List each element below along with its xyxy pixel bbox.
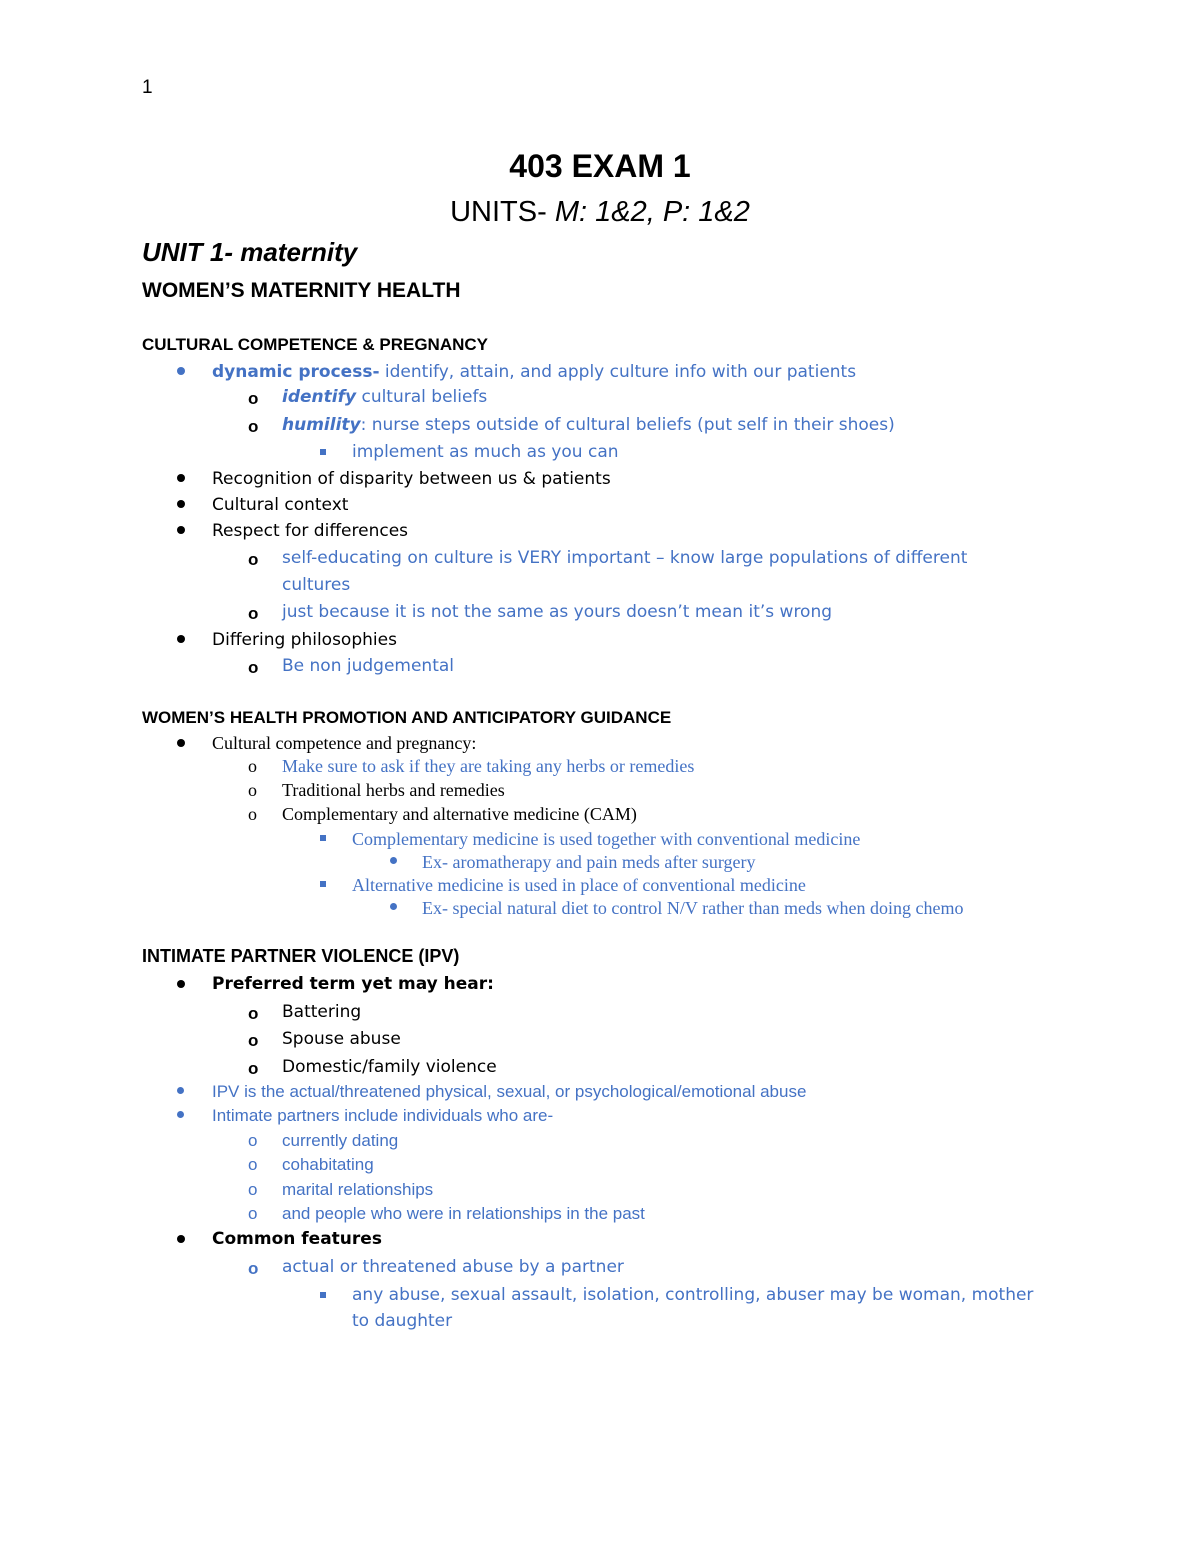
list-item-past: and people who were in relationships in the past <box>282 1204 645 1223</box>
square-bullet-icon <box>320 835 326 841</box>
list-item-cohabitating: cohabitating <box>282 1155 374 1174</box>
list-item-alternative-example: Ex- special natural diet to control N/V rather than meds when doing chemo <box>422 898 964 918</box>
list-item-humility <box>282 417 895 434</box>
identify-text: cultural beliefs <box>356 387 488 407</box>
bullet-icon <box>390 903 397 910</box>
list-item-respect: Respect for differences <box>212 521 409 541</box>
list-item-definition: IPV is the actual/threatened physical, sexual, or psychological/emotional abuse <box>212 1082 807 1101</box>
circle-bullet-icon: o <box>248 389 259 408</box>
list-item-non-judgemental: Be non judgemental <box>282 656 455 676</box>
bullet-icon <box>177 635 185 643</box>
list-item-traditional: Traditional herbs and remedies <box>282 780 505 800</box>
bullet-icon <box>177 526 185 534</box>
list-item-context: Cultural context <box>212 495 349 515</box>
square-bullet-icon <box>320 449 326 455</box>
bullet-icon <box>177 739 185 747</box>
circle-bullet-icon: o <box>248 550 259 569</box>
cultural-heading: CULTURAL COMPETENCE & PREGNANCY <box>142 335 488 354</box>
list-item-ask-herbs: Make sure to ask if they are taking any herbs or remedies <box>282 756 695 776</box>
list-item-dating: currently dating <box>282 1131 399 1150</box>
list-item-partners: Intimate partners include individuals who are- <box>212 1106 554 1125</box>
circle-bullet-icon: o <box>248 1155 258 1174</box>
humility-text: : nurse steps outside of cultural beliefs (put self in their shoes) <box>360 415 895 435</box>
circle-bullet-icon: o <box>248 1031 259 1050</box>
list-item-marital: marital relationships <box>282 1180 434 1199</box>
list-item-domestic: Domestic/family violence <box>282 1057 497 1077</box>
page-number: 1 <box>142 77 153 98</box>
page-title: 403 EXAM 1 <box>509 148 691 184</box>
bullet-icon <box>177 980 185 988</box>
list-item-cultural-competence: Cultural competence and pregnancy: <box>212 733 477 753</box>
list-item-any-abuse-cont: to daughter <box>352 1311 453 1331</box>
circle-bullet-icon: o <box>248 780 257 800</box>
circle-bullet-icon: o <box>248 1259 259 1278</box>
circle-bullet-icon: o <box>248 1204 258 1223</box>
subtitle-units: M: 1&2, P: 1&2 <box>554 196 750 228</box>
square-bullet-icon <box>320 881 326 887</box>
circle-bullet-icon: o <box>248 804 257 824</box>
circle-bullet-icon: o <box>248 756 257 776</box>
list-item-implement: implement as much as you can <box>352 442 619 462</box>
list-item-identify <box>282 389 487 406</box>
list-item-self-educating-cont: cultures <box>282 575 351 595</box>
page-subtitle <box>0 198 1200 227</box>
circle-bullet-icon: o <box>248 417 259 436</box>
circle-bullet-icon: o <box>248 658 259 677</box>
dynamic-term: dynamic process- <box>212 362 380 382</box>
list-item-dynamic-process <box>212 364 856 381</box>
promotion-heading: WOMEN’S HEALTH PROMOTION AND ANTICIPATORY GUIDANCE <box>142 708 672 727</box>
bullet-icon <box>177 1087 184 1094</box>
square-bullet-icon <box>320 1292 326 1298</box>
section-heading: WOMEN’S MATERNITY HEALTH <box>142 279 461 302</box>
list-item-actual-abuse: actual or threatened abuse by a partner <box>282 1257 624 1277</box>
subtitle-lead: UNITS- <box>450 196 555 228</box>
humility-term: humility <box>282 415 361 435</box>
circle-bullet-icon: o <box>248 1131 258 1150</box>
list-item-recognition: Recognition of disparity between us & patients <box>212 469 611 489</box>
list-item-any-abuse: any abuse, sexual assault, isolation, controlling, abuser may be woman, mother <box>352 1285 1034 1305</box>
list-item-spouse: Spouse abuse <box>282 1029 401 1049</box>
list-item-alternative: Alternative medicine is used in place of conventional medicine <box>352 875 806 895</box>
circle-bullet-icon: o <box>248 1180 258 1199</box>
list-item-common-features: Common features <box>212 1229 382 1249</box>
list-item-self-educating: self-educating on culture is VERY important – know large populations of different <box>282 548 968 568</box>
circle-bullet-icon: o <box>248 1004 259 1023</box>
list-item-philosophies: Differing philosophies <box>212 630 397 650</box>
bullet-icon <box>177 500 185 508</box>
bullet-icon <box>177 474 185 482</box>
bullet-icon <box>177 1111 184 1118</box>
list-item-complementary: Complementary medicine is used together with conventional medicine <box>352 829 861 849</box>
list-item-preferred: Preferred term yet may hear: <box>212 974 494 994</box>
bullet-icon <box>177 1235 185 1243</box>
list-item-battering: Battering <box>282 1002 362 1022</box>
dynamic-text: identify, attain, and apply culture info with our patients <box>379 362 857 382</box>
list-item-cam: Complementary and alternative medicine (CAM) <box>282 804 637 824</box>
bullet-icon <box>390 857 397 864</box>
circle-bullet-icon: o <box>248 604 259 623</box>
list-item-complementary-example: Ex- aromatherapy and pain meds after surgery <box>422 852 756 872</box>
identify-term: identify <box>282 387 357 407</box>
ipv-heading: INTIMATE PARTNER VIOLENCE (IPV) <box>142 946 460 966</box>
unit-heading: UNIT 1- maternity <box>142 237 358 267</box>
circle-bullet-icon: o <box>248 1059 259 1078</box>
list-item-just-because: just because it is not the same as yours doesn’t mean it’s wrong <box>282 602 833 622</box>
bullet-icon <box>177 367 185 375</box>
